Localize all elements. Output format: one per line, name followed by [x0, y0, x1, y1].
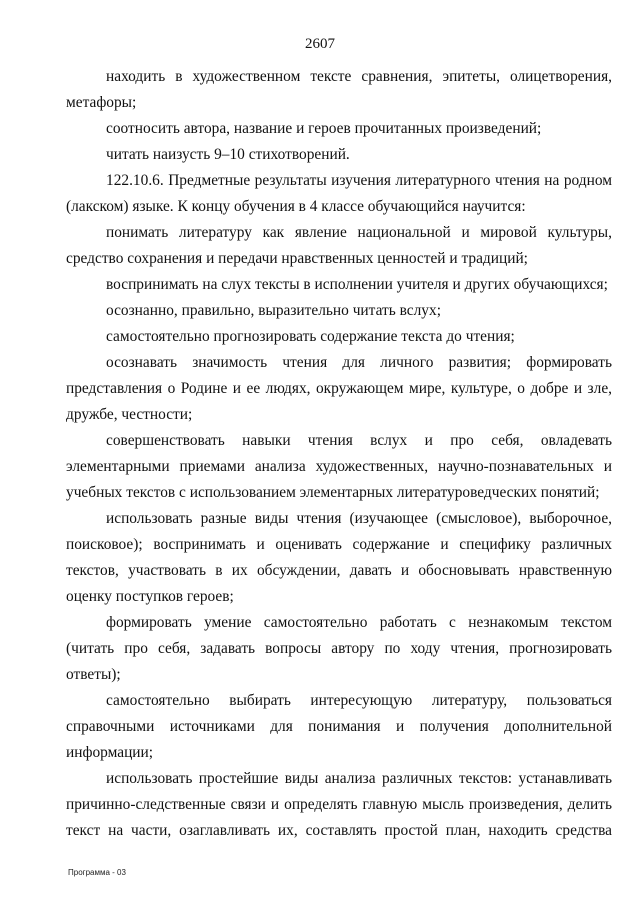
- footer-label: Программа - 03: [68, 868, 126, 877]
- page-number: 2607: [305, 36, 335, 52]
- document-body: [66, 64, 612, 844]
- paragraph: осознавать значимость чтения для личного развития; формировать представления о Родине и ее людях, окружающем мире, культуре, о добре и зле, дружбе, честности;: [66, 354, 612, 423]
- paragraph: 122.10.6. Предметные результаты изучения литературного чтения на родном (лакском) языке. К концу обучения в 4 классе обучающийся научится:: [66, 172, 612, 215]
- paragraph: соотносить автора, название и героев прочитанных произведений;: [106, 120, 542, 137]
- paragraph: совершенствовать навыки чтения вслух и про себя, овладевать элементарными приемами анализа художественных, научно-познавательных и учебных текстов с использованием элементарных литературоведческих понятий;: [66, 432, 612, 501]
- paragraph: читать наизусть 9–10 стихотворений.: [106, 146, 350, 163]
- paragraph: использовать простейшие виды анализа различных текстов: устанавливать причинно-следственные связи и определять главную мысль произведения, делить текст на части, озаглавливать их, составлять простой план, находить средства: [66, 770, 612, 839]
- paragraph: понимать литературу как явление национальной и мировой культуры, средство сохранения и передачи нравственных ценностей и традиций;: [66, 224, 612, 267]
- paragraph: формировать умение самостоятельно работать с незнакомым текстом (читать про себя, задавать вопросы автору по ходу чтения, прогнозировать ответы);: [66, 614, 612, 683]
- paragraph: воспринимать на слух тексты в исполнении учителя и других обучающихся;: [106, 276, 608, 293]
- paragraph: самостоятельно выбирать интересующую литературу, пользоваться справочными источниками для понимания и получения дополнительной информации;: [66, 692, 612, 761]
- paragraph: самостоятельно прогнозировать содержание текста до чтения;: [106, 328, 515, 345]
- paragraph: использовать разные виды чтения (изучающее (смысловое), выборочное, поисковое); воспринимать и оценивать содержание и специфику различных текстов, участвовать в их обсуждении, давать и обосновывать нравственную оценку поступков героев;: [66, 510, 612, 605]
- paragraph: осознанно, правильно, выразительно читать вслух;: [106, 302, 441, 319]
- paragraph: находить в художественном тексте сравнения, эпитеты, олицетворения, метафоры;: [66, 68, 612, 111]
